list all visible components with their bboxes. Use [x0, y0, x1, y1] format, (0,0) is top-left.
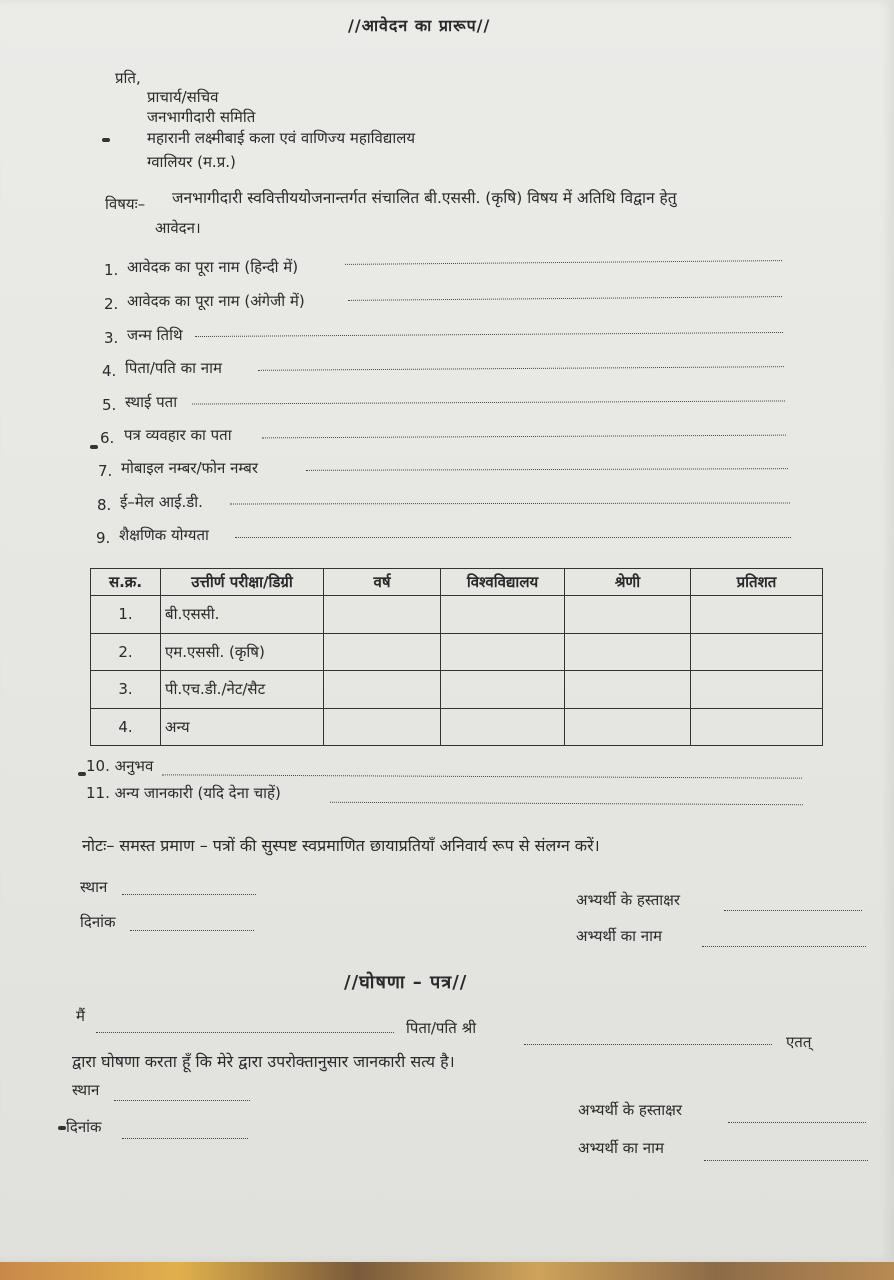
field-6-label: पत्र व्यवहार का पता — [124, 426, 232, 444]
header-university: विश्वविद्यालय — [441, 569, 565, 596]
row-serial: 2. — [91, 633, 161, 671]
cell-year[interactable] — [324, 633, 441, 671]
candidate-name-label: अभ्यर्थी का नाम — [576, 927, 662, 945]
cell-university[interactable] — [441, 708, 565, 746]
cell-percentage[interactable] — [691, 633, 823, 671]
cell-division[interactable] — [565, 596, 691, 634]
field-9-num: 9. — [96, 529, 111, 547]
field-3-num: 3. — [104, 329, 119, 347]
cell-university[interactable] — [441, 633, 565, 671]
subject-line-1: जनभागीदारी स्ववित्तीययोजनान्तर्गत संचालित बी.एससी. (कृषि) विषय में अतिथि विद्वान हेतु — [172, 189, 677, 207]
declarant-father-line[interactable] — [524, 1044, 772, 1045]
row-serial: 1. — [91, 596, 161, 634]
subject-line-2: आवेदन। — [155, 219, 201, 237]
cell-university[interactable] — [441, 596, 565, 634]
ink-mark — [78, 772, 86, 776]
declaration-signature-label: अभ्यर्थी के हस्ताक्षर — [578, 1101, 683, 1119]
declarant-name-line[interactable] — [96, 1032, 394, 1033]
background-surface — [0, 1262, 894, 1280]
field-7-line[interactable] — [306, 468, 788, 471]
field-11-line[interactable] — [330, 802, 803, 805]
field-4-line[interactable] — [258, 366, 784, 371]
field-5-line[interactable] — [192, 400, 785, 404]
row-exam: बी.एससी. — [161, 596, 324, 634]
field-3-label: जन्म तिथि — [127, 326, 183, 344]
ink-mark — [58, 1126, 66, 1130]
declaration-signature-line[interactable] — [728, 1122, 866, 1123]
subject-label: विषयः– — [105, 195, 146, 213]
header-percentage: प्रतिशत — [691, 569, 823, 596]
table-row — [91, 633, 823, 671]
declaration-name-line[interactable] — [704, 1160, 868, 1161]
declaration-etat: एतत् — [786, 1033, 812, 1051]
cell-year[interactable] — [324, 671, 441, 709]
address-line-1: प्राचार्य/सचिव — [147, 88, 219, 106]
field-9-label: शैक्षणिक योग्यता — [119, 526, 209, 544]
row-serial: 4. — [91, 708, 161, 746]
declaration-main: मैं — [76, 1007, 85, 1025]
cell-percentage[interactable] — [691, 671, 823, 709]
form-title: //आवेदन का प्रारूप// — [348, 16, 491, 35]
row-exam: पी.एच.डी./नेट/सैट — [161, 671, 324, 709]
cell-year[interactable] — [324, 596, 441, 634]
field-6-num: 6. — [100, 429, 115, 447]
declaration-line-2: द्वारा घोषणा करता हूँ कि मेरे द्वारा उपरोक्तानुसार जानकारी सत्य है। — [72, 1052, 455, 1071]
ink-mark — [102, 138, 110, 142]
place-line[interactable] — [122, 894, 256, 895]
declaration-title: //घोषणा – पत्र// — [344, 972, 468, 993]
field-4-num: 4. — [102, 362, 117, 380]
header-serial: स.क्र. — [91, 569, 161, 596]
declaration-place-line[interactable] — [114, 1100, 250, 1101]
field-8-line[interactable] — [230, 503, 790, 505]
cell-year[interactable] — [324, 708, 441, 746]
field-7-label: मोबाइल नम्बर/फोन नम्बर — [121, 459, 259, 477]
note-text: नोटः– समस्त प्रमाण – पत्रों की सुस्पष्ट स्वप्रमाणित छायाप्रतियाँ अनिवार्य रूप से संलग्न करें। — [82, 836, 600, 855]
cell-division[interactable] — [565, 633, 691, 671]
field-8-label: ई–मेल आई.डी. — [120, 493, 203, 511]
field-8-num: 8. — [97, 496, 112, 514]
address-line-4: ग्वालियर (म.प्र.) — [147, 153, 236, 171]
row-exam: अन्य — [161, 708, 324, 746]
declaration-date-line[interactable] — [122, 1138, 248, 1139]
declaration-father-label: पिता/पति श्री — [406, 1019, 477, 1037]
ink-mark — [90, 445, 98, 449]
row-serial: 3. — [91, 671, 161, 709]
field-2-line[interactable] — [348, 296, 782, 301]
cell-percentage[interactable] — [691, 708, 823, 746]
table-row — [91, 671, 823, 709]
field-1-num: 1. — [104, 261, 119, 279]
declaration-name-label: अभ्यर्थी का नाम — [578, 1139, 664, 1157]
field-7-num: 7. — [98, 462, 113, 480]
field-1-line[interactable] — [345, 260, 782, 265]
cell-university[interactable] — [441, 671, 565, 709]
field-10-label: 10. अनुभव — [86, 757, 154, 775]
qualification-table — [90, 568, 823, 746]
place-label: स्थान — [80, 878, 108, 896]
address-line-3: महारानी लक्ष्मीबाई कला एवं वाणिज्य महाविद्यालय — [147, 129, 416, 147]
field-11-label: 11. अन्य जानकारी (यदि देना चाहें) — [86, 784, 281, 802]
header-exam: उत्तीर्ण परीक्षा/डिग्री — [161, 569, 324, 596]
field-5-label: स्थाई पता — [125, 393, 178, 411]
date-line[interactable] — [130, 930, 254, 931]
signature-label: अभ्यर्थी के हस्ताक्षर — [576, 891, 681, 909]
address-to: प्रति, — [115, 69, 141, 87]
cell-division[interactable] — [565, 671, 691, 709]
field-2-label: आवेदक का पूरा नाम (अंगेजी में) — [127, 292, 305, 310]
field-1-label: आवेदक का पूरा नाम (हिन्दी में) — [127, 258, 299, 276]
row-exam: एम.एससी. (कृषि) — [161, 633, 324, 671]
field-2-num: 2. — [104, 295, 119, 313]
cell-division[interactable] — [565, 708, 691, 746]
address-line-2: जनभागीदारी समिति — [147, 108, 256, 126]
table-header-row — [91, 569, 823, 596]
table-row — [91, 596, 823, 634]
field-10-line[interactable] — [162, 774, 802, 778]
field-3-line[interactable] — [195, 332, 783, 337]
field-5-num: 5. — [102, 396, 117, 414]
field-6-line[interactable] — [262, 435, 786, 439]
header-division: श्रेणी — [565, 569, 691, 596]
field-4-label: पिता/पति का नाम — [125, 359, 222, 377]
declaration-date-label: दिनांक — [66, 1118, 102, 1136]
candidate-name-line[interactable] — [702, 946, 866, 947]
signature-line[interactable] — [724, 910, 862, 911]
cell-percentage[interactable] — [691, 596, 823, 634]
header-year: वर्ष — [324, 569, 441, 596]
table-row — [91, 708, 823, 746]
declaration-place-label: स्थान — [72, 1081, 100, 1099]
field-9-line[interactable] — [235, 537, 791, 538]
date-label: दिनांक — [80, 913, 116, 931]
